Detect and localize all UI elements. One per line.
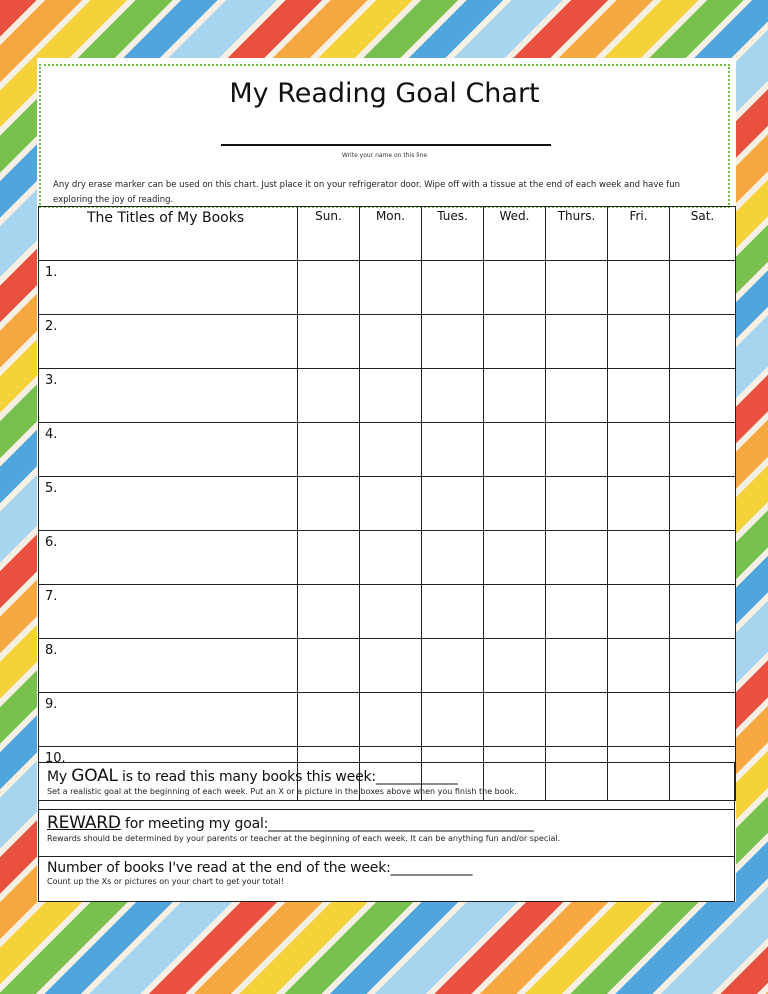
day-header-fri: Fri. (608, 207, 670, 261)
day-check-cell[interactable] (360, 477, 422, 531)
day-check-cell[interactable] (546, 585, 608, 639)
day-check-cell[interactable] (546, 423, 608, 477)
table-row (39, 639, 736, 693)
day-check-cell[interactable] (608, 693, 670, 747)
day-check-cell[interactable] (670, 423, 736, 477)
day-check-cell[interactable] (670, 261, 736, 315)
table-row (39, 315, 736, 369)
goal-word: GOAL (71, 766, 118, 786)
day-check-cell[interactable] (360, 315, 422, 369)
day-check-cell[interactable] (298, 693, 360, 747)
day-check-cell[interactable] (484, 369, 546, 423)
day-check-cell[interactable] (484, 477, 546, 531)
book-title-cell[interactable]: 3. (39, 369, 298, 423)
day-check-cell[interactable] (484, 315, 546, 369)
day-check-cell[interactable] (484, 423, 546, 477)
page-title: My Reading Goal Chart (229, 78, 540, 109)
day-check-cell[interactable] (608, 639, 670, 693)
day-check-cell[interactable] (360, 639, 422, 693)
day-check-cell[interactable] (360, 369, 422, 423)
name-line[interactable] (221, 144, 551, 146)
goal-prefix: My (47, 769, 72, 785)
day-check-cell[interactable] (422, 369, 484, 423)
day-check-cell[interactable] (298, 315, 360, 369)
day-check-cell[interactable] (484, 261, 546, 315)
day-check-cell[interactable] (546, 531, 608, 585)
count-instructions: Count up the Xs or pictures on your chart to get your total! (47, 877, 284, 886)
day-check-cell[interactable] (546, 369, 608, 423)
day-check-cell[interactable] (546, 477, 608, 531)
day-header-thurs: Thurs. (546, 207, 608, 261)
reward-word: REWARD (47, 813, 121, 833)
day-check-cell[interactable] (484, 693, 546, 747)
book-title-cell[interactable]: 9. (39, 693, 298, 747)
day-check-cell[interactable] (546, 315, 608, 369)
day-check-cell[interactable] (670, 369, 736, 423)
day-check-cell[interactable] (670, 531, 736, 585)
day-check-cell[interactable] (670, 477, 736, 531)
table-row (39, 585, 736, 639)
book-title-cell[interactable]: 7. (39, 585, 298, 639)
day-check-cell[interactable] (608, 423, 670, 477)
book-title-cell[interactable]: 5. (39, 477, 298, 531)
day-check-cell[interactable] (608, 531, 670, 585)
day-check-cell[interactable] (484, 639, 546, 693)
table-row (39, 693, 736, 747)
reward-section (38, 809, 735, 857)
day-check-cell[interactable] (546, 693, 608, 747)
day-check-cell[interactable] (360, 585, 422, 639)
day-check-cell[interactable] (608, 369, 670, 423)
day-check-cell[interactable] (608, 315, 670, 369)
count-section (38, 856, 735, 902)
day-check-cell[interactable] (670, 585, 736, 639)
day-header-sun: Sun. (298, 207, 360, 261)
day-check-cell[interactable] (360, 261, 422, 315)
book-title-cell[interactable]: 10. (39, 747, 298, 801)
goal-line[interactable] (47, 766, 734, 786)
day-check-cell[interactable] (670, 693, 736, 747)
name-caption: Write your name on this line (341, 152, 428, 159)
reward-line[interactable] (47, 813, 734, 833)
day-check-cell[interactable] (484, 585, 546, 639)
count-line[interactable]: Number of books I've read at the end of the week:____________ (47, 860, 473, 876)
day-check-cell[interactable] (422, 477, 484, 531)
header-box (39, 64, 730, 208)
day-check-cell[interactable] (360, 693, 422, 747)
day-check-cell[interactable] (360, 531, 422, 585)
day-check-cell[interactable] (298, 585, 360, 639)
day-check-cell[interactable] (422, 693, 484, 747)
day-check-cell[interactable] (360, 423, 422, 477)
book-title-cell[interactable]: 1. (39, 261, 298, 315)
day-check-cell[interactable] (422, 261, 484, 315)
day-check-cell[interactable] (422, 585, 484, 639)
day-check-cell[interactable] (608, 261, 670, 315)
book-title-cell[interactable]: 2. (39, 315, 298, 369)
reward-rest: for meeting my goal:_______________________________________ (120, 816, 534, 832)
goal-rest: is to read this many books this week:____________ (117, 769, 458, 785)
day-check-cell[interactable] (670, 639, 736, 693)
day-check-cell[interactable] (298, 423, 360, 477)
day-header-mon: Mon. (360, 207, 422, 261)
day-check-cell[interactable] (298, 477, 360, 531)
reward-instructions: Rewards should be determined by your parents or teacher at the beginning of each week. It can be anything fun and/or special. (47, 834, 561, 843)
day-check-cell[interactable] (546, 261, 608, 315)
book-title-cell[interactable]: 8. (39, 639, 298, 693)
day-check-cell[interactable] (422, 639, 484, 693)
day-check-cell[interactable] (298, 261, 360, 315)
day-check-cell[interactable] (546, 639, 608, 693)
instructions-text: Any dry erase marker can be used on this chart. Just place it on your refrigerator door. Wipe off with a tissue at the end of each week and have fun exploring the joy of reading. (53, 180, 681, 205)
day-check-cell[interactable] (422, 315, 484, 369)
day-check-cell[interactable] (298, 369, 360, 423)
day-header-wed: Wed. (484, 207, 546, 261)
day-check-cell[interactable] (422, 423, 484, 477)
table-row (39, 261, 736, 315)
table-row (39, 531, 736, 585)
table-row (39, 369, 736, 423)
day-header-sat: Sat. (670, 207, 736, 261)
reading-table (38, 206, 736, 801)
day-check-cell[interactable] (422, 531, 484, 585)
chart-paper (37, 58, 736, 902)
day-header-tues: Tues. (422, 207, 484, 261)
book-title-cell[interactable]: 4. (39, 423, 298, 477)
day-check-cell[interactable] (608, 585, 670, 639)
titles-header: The Titles of My Books (39, 207, 298, 261)
day-check-cell[interactable] (298, 639, 360, 693)
table-row (39, 477, 736, 531)
day-check-cell[interactable] (298, 531, 360, 585)
goal-section (38, 762, 735, 810)
day-check-cell[interactable] (484, 531, 546, 585)
table-header-row (39, 207, 736, 261)
goal-instructions: Set a realistic goal at the beginning of each week. Put an X or a picture in the boxes above when you finish the book. (47, 787, 517, 796)
day-check-cell[interactable] (670, 315, 736, 369)
day-check-cell[interactable] (608, 477, 670, 531)
table-row (39, 423, 736, 477)
book-title-cell[interactable]: 6. (39, 531, 298, 585)
